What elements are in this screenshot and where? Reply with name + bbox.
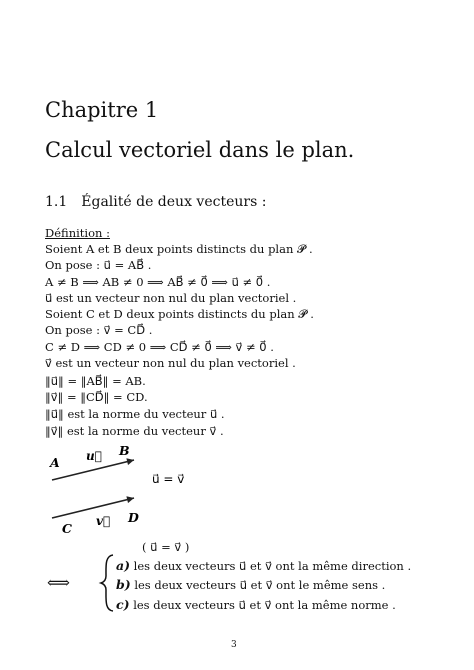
point-a-label: A: [50, 455, 60, 470]
definition-line: v⃗ est un vecteur non nul du plan vectoriel .: [45, 356, 296, 370]
point-d-label: D: [128, 510, 139, 525]
equivalence-symbol: ⟺: [47, 573, 70, 592]
case-text: les deux vecteurs u⃗ et v⃗ ont la même norme .: [133, 598, 396, 612]
vector-v-arrow: [52, 498, 134, 518]
vector-u-arrow: [52, 460, 134, 480]
chapter-title: Calcul vectoriel dans le plan.: [45, 138, 355, 162]
point-b-label: B: [119, 443, 130, 458]
left-brace: [101, 555, 113, 611]
section-title: Égalité de deux vecteurs :: [81, 194, 267, 210]
definition-heading: Définition :: [45, 226, 110, 240]
definition-line: Soient A et B deux points distincts du plan 𝓟 .: [45, 242, 313, 256]
case-text: les deux vecteurs u⃗ et v⃗ ont la même direction .: [133, 559, 412, 573]
definition-line: ‖v⃗‖ est la norme du vecteur v⃗ .: [45, 424, 224, 438]
page-number: 3: [231, 640, 237, 650]
equivalence-premise: ( u⃗ = v⃗ ): [142, 540, 190, 554]
point-c-label: C: [62, 521, 72, 536]
definition-line: ‖u⃗‖ = ‖AB⃗‖ = AB.: [45, 374, 146, 388]
equivalence-case: [116, 577, 385, 592]
case-label: a): [116, 558, 131, 573]
vector-equality: u⃗ = v⃗: [152, 472, 185, 486]
section-number: 1.1: [45, 194, 68, 210]
case-label: b): [116, 577, 131, 592]
definition-line: On pose : v⃗ = CD⃗ .: [45, 323, 153, 337]
definition-line: On pose : u⃗ = AB⃗ .: [45, 258, 152, 272]
definition-line: C ≠ D ⟹ CD ≠ 0 ⟹ CD⃗ ≠ 0⃗ ⟹ v⃗ ≠ 0⃗ .: [45, 340, 274, 354]
definition-line: A ≠ B ⟹ AB ≠ 0 ⟹ AB⃗ ≠ 0⃗ ⟹ u⃗ ≠ 0⃗ .: [45, 275, 271, 289]
vector-u-label: u⃗: [86, 449, 102, 463]
definition-line: ‖v⃗‖ = ‖CD⃗‖ = CD.: [45, 390, 148, 404]
vector-v-label: v⃗: [96, 514, 111, 528]
case-text: les deux vecteurs u⃗ et v⃗ ont le même sens .: [134, 578, 386, 592]
chapter-label: Chapitre 1: [45, 98, 159, 122]
definition-line: Soient C et D deux points distincts du plan 𝓟 .: [45, 307, 314, 321]
equivalence-case: [116, 558, 411, 573]
case-label: c): [116, 597, 130, 612]
definition-line: u⃗ est un vecteur non nul du plan vectoriel .: [45, 291, 297, 305]
definition-line: ‖u⃗‖ est la norme du vecteur u⃗ .: [45, 407, 225, 421]
equivalence-case: [116, 597, 396, 612]
